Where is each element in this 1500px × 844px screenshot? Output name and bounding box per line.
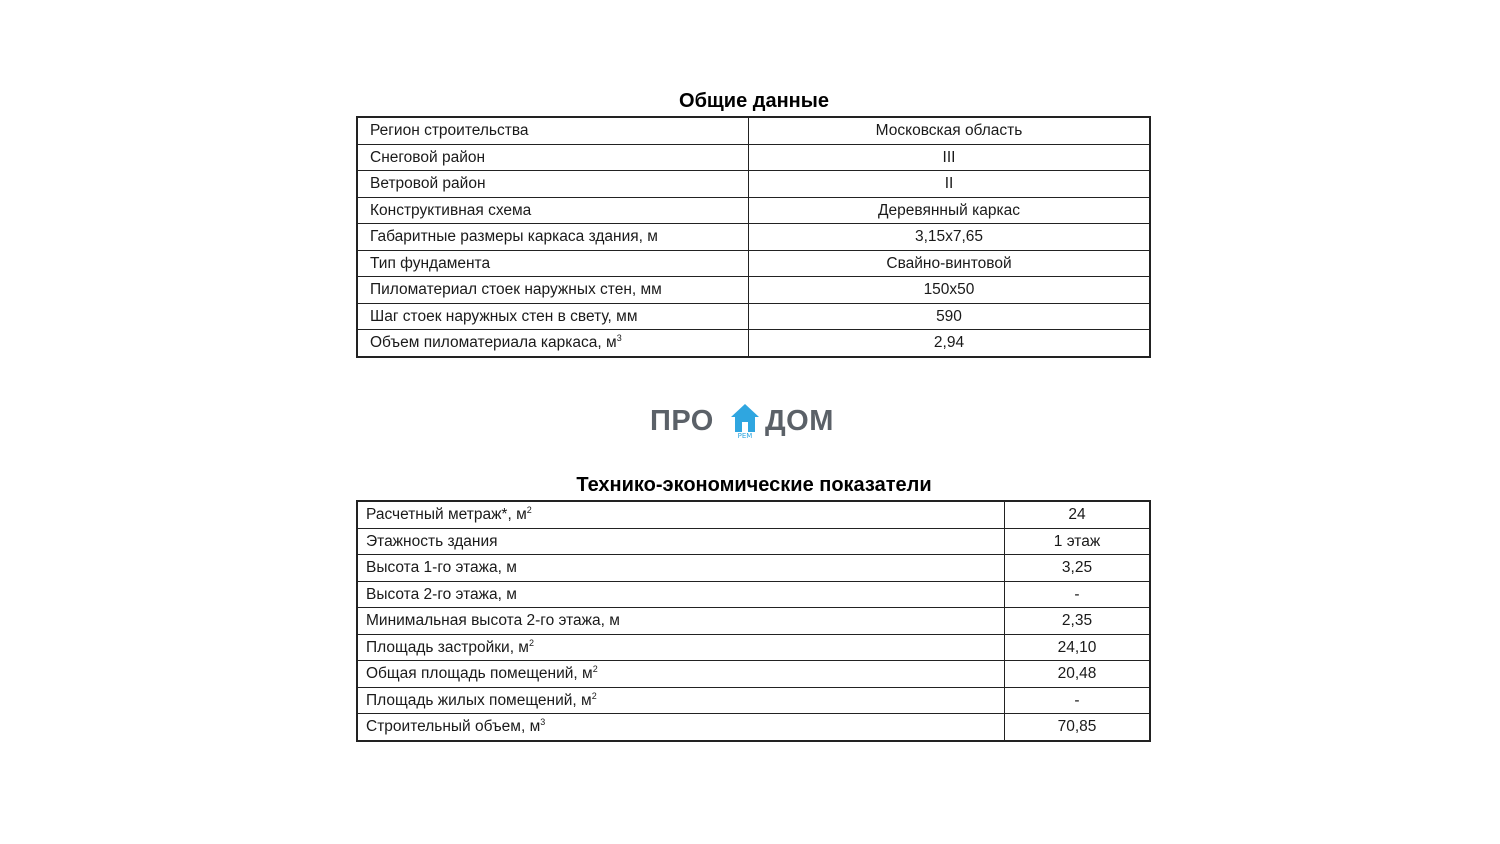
row-label-text: Объем пиломатериала каркаса, м (370, 334, 617, 351)
unit-superscript: 2 (591, 690, 597, 701)
row-label: Шаг стоек наружных стен в свету, мм (357, 303, 749, 330)
row-label: Тип фундамента (357, 250, 749, 277)
row-label-text: Площадь жилых помещений, м (366, 691, 592, 709)
table-row (357, 277, 1150, 304)
unit-superscript: 3 (540, 717, 546, 727)
table-row (357, 608, 1150, 635)
row-label-text: Площадь застройки, м (366, 638, 529, 656)
table-row (357, 634, 1150, 661)
row-value: 24 (1005, 501, 1151, 528)
row-value: Деревянный каркас (749, 197, 1151, 224)
row-value: 3,15x7,65 (749, 224, 1151, 251)
logo-text-left: ПРО (650, 405, 714, 437)
row-value: 1 этаж (1005, 528, 1151, 555)
table-row (357, 224, 1150, 251)
table-row (357, 581, 1150, 608)
tech-indicators-table (356, 500, 1151, 742)
general-data-table (356, 116, 1151, 358)
table-row (357, 117, 1150, 144)
unit-superscript: 3 (616, 333, 622, 343)
unit-superscript: 2 (528, 637, 534, 648)
row-label-text: Расчетный метраж*, м (366, 506, 527, 523)
row-value: 2,35 (1005, 608, 1151, 635)
row-value: - (1005, 687, 1151, 714)
row-label: Снеговой район (357, 144, 749, 171)
row-label (357, 501, 1005, 528)
row-value: 2,94 (749, 330, 1151, 357)
table-row (357, 555, 1150, 582)
row-label (357, 634, 1005, 661)
row-value: Свайно-винтовой (749, 250, 1151, 277)
table-row (357, 171, 1150, 198)
table-row (357, 250, 1150, 277)
row-label: Высота 2-го этажа, м (357, 581, 1005, 608)
row-label (357, 661, 1005, 688)
table-row (357, 330, 1150, 357)
table-row (357, 144, 1150, 171)
table-row (357, 528, 1150, 555)
row-label (357, 687, 1005, 714)
unit-superscript: 2 (526, 505, 532, 515)
table-row (357, 661, 1150, 688)
row-value: III (749, 144, 1151, 171)
table-row (357, 197, 1150, 224)
row-label: Габаритные размеры каркаса здания, м (357, 224, 749, 251)
row-value: - (1005, 581, 1151, 608)
row-value: 3,25 (1005, 555, 1151, 582)
row-label: Этажность здания (357, 528, 1005, 555)
row-label-text: Строительный объем, м (366, 718, 541, 735)
row-value: 150x50 (749, 277, 1151, 304)
row-label-text: Общая площадь помещений, м (366, 665, 593, 682)
row-label: Регион строительства (357, 117, 749, 144)
general-data-title: Общие данные (679, 90, 829, 112)
row-label: Ветровой район (357, 171, 749, 198)
row-label: Конструктивная схема (357, 197, 749, 224)
unit-superscript: 2 (592, 664, 598, 674)
row-label: Минимальная высота 2-го этажа, м (357, 608, 1005, 635)
row-value: Московская область (749, 117, 1151, 144)
tech-indicators-title: Технико-экономические показатели (576, 474, 932, 496)
row-value: 70,85 (1005, 714, 1151, 741)
row-value: 20,48 (1005, 661, 1151, 688)
logo-subtext: РЕМ (737, 432, 753, 440)
row-label: Высота 1-го этажа, м (357, 555, 1005, 582)
prodom-logo (650, 398, 850, 444)
table-row (357, 714, 1150, 741)
row-value: II (749, 171, 1151, 198)
row-label (357, 714, 1005, 741)
row-label: Пиломатериал стоек наружных стен, мм (357, 277, 749, 304)
table-row (357, 687, 1150, 714)
row-label (357, 330, 749, 357)
logo-text-right: ДОМ (765, 405, 834, 437)
table-row (357, 303, 1150, 330)
table-row (357, 501, 1150, 528)
row-value: 590 (749, 303, 1151, 330)
row-value: 24,10 (1005, 634, 1151, 661)
